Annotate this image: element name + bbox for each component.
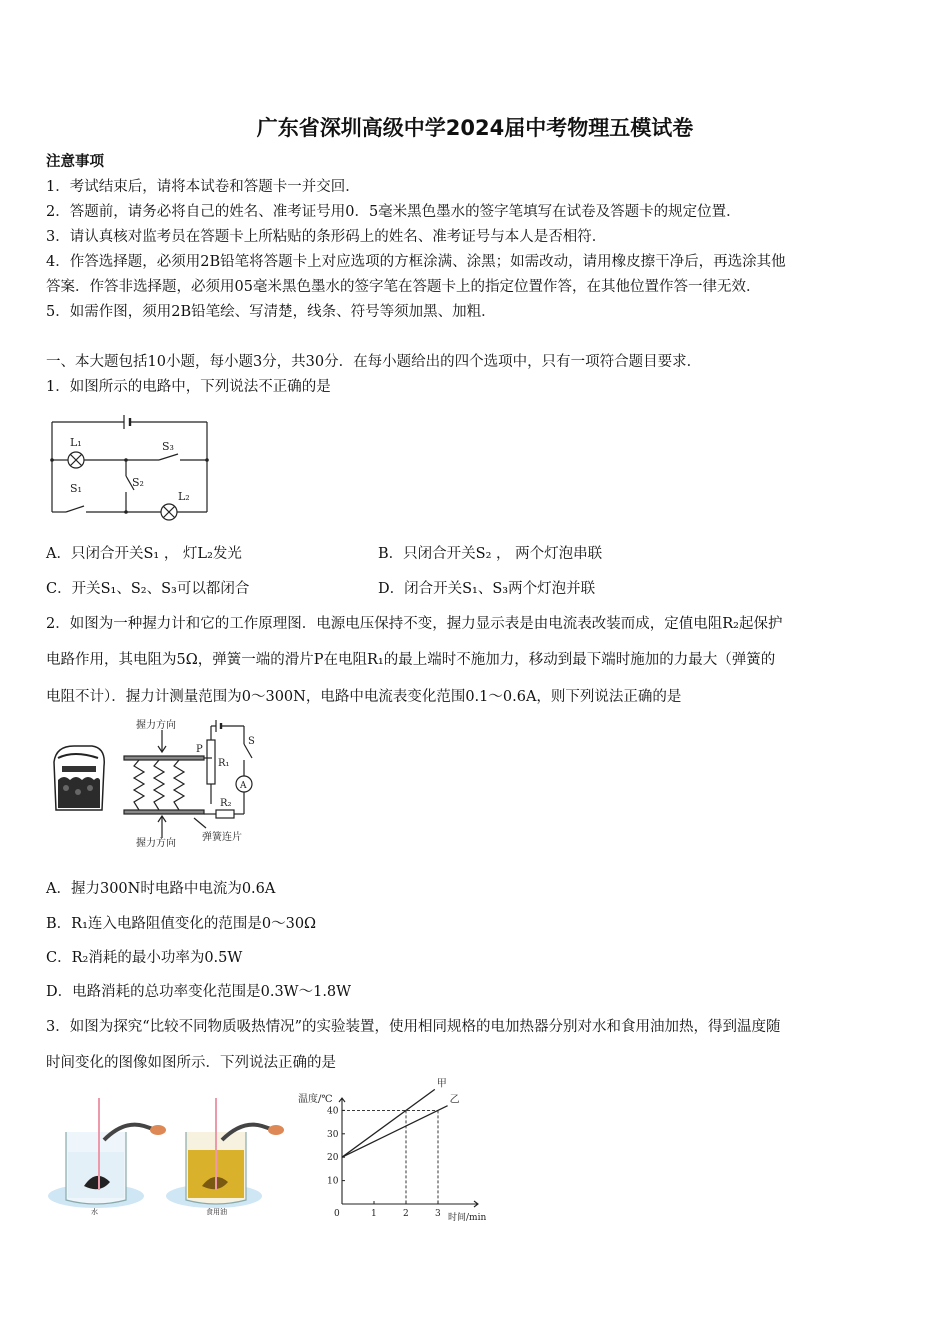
q3-beakers-picture bbox=[44, 1090, 294, 1220]
x-tick-label: 3 bbox=[435, 1209, 441, 1219]
notice-item: 答案．作答非选择题，必须用05毫米黑色墨水的签字笔在答题卡上的指定位置作答，在其他位置作答一律无效． bbox=[46, 279, 761, 295]
label-l2: L₂ bbox=[178, 490, 190, 503]
question-1-stem: 1．如图所示的电路中，下列说法不正确的是 bbox=[46, 379, 331, 395]
label-s3: S₃ bbox=[162, 440, 174, 453]
section-heading: 一、本大题包括10小题，每小题3分，共30分．在每小题给出的四个选项中，只有一项符合题目要求． bbox=[46, 354, 702, 370]
notice-item: 3．请认真核对监考员在答题卡上所粘贴的条形码上的姓名、准考证号与本人是否相符． bbox=[46, 229, 607, 245]
y-tick-label: 10 bbox=[327, 1176, 339, 1187]
q1-option-b: B．只闭合开关S₂ ， 两个灯泡串联 bbox=[378, 546, 603, 562]
label-ammeter: A bbox=[240, 781, 247, 791]
label-p: P bbox=[196, 744, 203, 755]
y-tick-label: 20 bbox=[327, 1153, 339, 1164]
series-label-1: 乙 bbox=[449, 1094, 460, 1106]
q2-option-d: D．电路消耗的总功率变化范围是0.3W～1.8W bbox=[46, 984, 352, 1000]
y-tick-label: 30 bbox=[327, 1129, 339, 1140]
chart-xlabel: 时间/min bbox=[448, 1213, 487, 1223]
chart-origin-label: 0 bbox=[334, 1209, 340, 1219]
notice-item: 4．作答选择题，必须用2B铅笔将答题卡上对应选项的方框涂满、涂黑；如需改动，请用橡皮擦干净后，再选涂其他 bbox=[46, 254, 786, 270]
q1-option-c: C．开关S₁、S₂、S₃可以都闭合 bbox=[46, 581, 250, 597]
notice-item: 2．答题前，请务必将自己的姓名、准考证号用0．5毫米黑色墨水的签字笔填写在试卷及答题卡的规定位置． bbox=[46, 204, 741, 220]
label-s2: S₂ bbox=[132, 476, 144, 489]
chart-ylabel: 温度/℃ bbox=[298, 1094, 333, 1105]
question-2-stem: 2．如图为一种握力计和它的工作原理图．电源电压保持不变，握力显示表是由电流表改装而成，定值电阻R₂起保护 bbox=[46, 616, 783, 632]
label-water: 水 bbox=[91, 1208, 98, 1216]
series-line-1 bbox=[342, 1106, 448, 1157]
q2-grip-meter-diagram bbox=[44, 718, 274, 848]
series-label-0: 甲 bbox=[436, 1078, 447, 1090]
label-l1: L₁ bbox=[70, 436, 82, 449]
series-line-0 bbox=[342, 1089, 435, 1157]
label-oil: 食用油 bbox=[206, 1208, 227, 1216]
q1-option-a: A．只闭合开关S₁ ， 灯L₂发光 bbox=[46, 546, 242, 562]
notice-heading: 注意事项 bbox=[46, 153, 104, 170]
question-2-stem: 电阻不计）．握力计测量范围为0～300N，电路中电流表变化范围0.1～0.6A，则下列说法正确的是 bbox=[46, 689, 682, 705]
question-3-stem: 3．如图为探究“比较不同物质吸热情况”的实验装置，使用相同规格的电加热器分别对水和食用油加热，得到温度随 bbox=[46, 1019, 781, 1035]
label-s: S bbox=[248, 736, 255, 747]
x-tick-label: 2 bbox=[403, 1209, 409, 1219]
label-force-bottom: 握力方向 bbox=[136, 838, 176, 849]
q2-option-b: B．R₁连入电路阻值变化的范围是0～30Ω bbox=[46, 916, 317, 932]
q1-option-d: D．闭合开关S₁、S₃两个灯泡并联 bbox=[378, 581, 596, 597]
notice-item: 5．如需作图，须用2B铅笔绘、写清楚，线条、符号等须加黑、加粗． bbox=[46, 304, 496, 320]
q2-option-a: A．握力300N时电路中电流为0.6A bbox=[46, 881, 276, 897]
label-r1: R₁ bbox=[218, 758, 230, 769]
page-title: 广东省深圳高级中学2024届中考物理五模试卷 bbox=[256, 116, 694, 140]
question-2-stem: 电路作用，其电阻为5Ω，弹簧一端的滑片P在电阻R₁的最上端时不施加力，移动到最下端时施加的力最大（弹簧的 bbox=[46, 652, 776, 668]
notice-item: 1．考试结束后，请将本试卷和答题卡一并交回． bbox=[46, 179, 360, 195]
label-spring-plate: 弹簧连片 bbox=[202, 832, 242, 843]
q3-temperature-chart bbox=[296, 1078, 500, 1226]
grip-device-picture bbox=[54, 746, 104, 810]
label-s1: S₁ bbox=[70, 482, 82, 495]
q2-option-c: C．R₂消耗的最小功率为0.5W bbox=[46, 950, 243, 966]
label-r2: R₂ bbox=[220, 798, 232, 809]
x-tick-label: 1 bbox=[371, 1209, 377, 1219]
question-3-stem: 时间变化的图像如图所示．下列说法正确的是 bbox=[46, 1055, 336, 1071]
label-force-top: 握力方向 bbox=[136, 720, 176, 731]
y-tick-label: 40 bbox=[327, 1106, 339, 1117]
q1-circuit-diagram bbox=[44, 412, 219, 522]
